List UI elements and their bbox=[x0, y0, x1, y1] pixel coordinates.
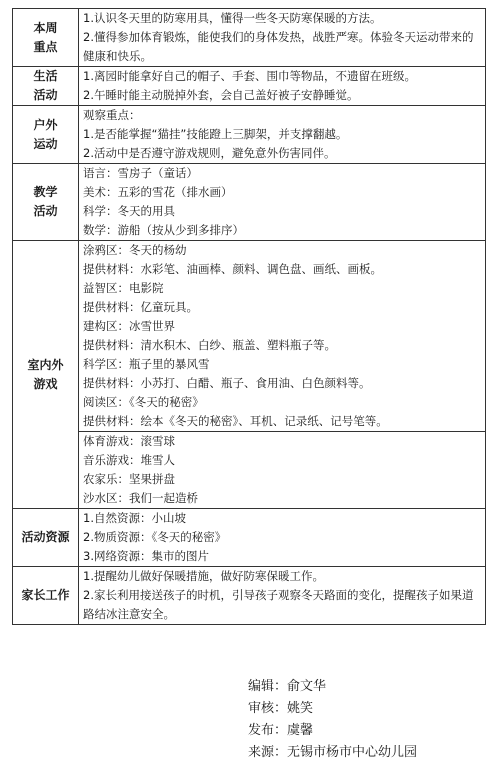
weekly-focus-line: 2.懂得参加体育锻炼，能使我们的身体发热，战胜严寒。体验冬天运动带来的健康和快乐。 bbox=[83, 30, 474, 63]
row-parents bbox=[13, 567, 486, 625]
label-weekly-focus-line2: 重点 bbox=[33, 39, 58, 54]
label-teaching bbox=[13, 164, 79, 241]
outdoor-line: 1.是否能掌握“猫挂”技能蹬上三脚架，并支撑翻越。 bbox=[83, 127, 348, 141]
parents-line: 1.提醒幼儿做好保暖措施，做好防寒保暖工作。 bbox=[83, 569, 324, 583]
label-weekly-focus-line1: 本周 bbox=[33, 20, 58, 35]
row-life-activity bbox=[13, 67, 486, 106]
resources-line: 2.物质资源：《冬天的秘密》 bbox=[83, 530, 227, 544]
content-weekly-focus bbox=[79, 9, 486, 67]
teaching-line: 美术：五彩的雪花（排水画） bbox=[83, 185, 233, 199]
content-parents bbox=[79, 567, 486, 625]
teaching-line: 数学：游船（按从少到多排序） bbox=[83, 223, 244, 237]
label-games bbox=[13, 241, 79, 509]
label-games-line2: 游戏 bbox=[33, 376, 58, 391]
label-teaching-line1: 教学 bbox=[33, 185, 58, 199]
weekly-plan-table bbox=[12, 8, 486, 625]
content-resources bbox=[79, 509, 486, 567]
content-games-outdoor bbox=[79, 432, 486, 509]
editor-credit: 编辑：俞文华 bbox=[248, 679, 327, 694]
life-activity-line: 1.离园时能拿好自己的帽子、手套、围巾等物品，不遗留在班级。 bbox=[83, 69, 416, 83]
outdoor-line: 2.活动中是否遵守游戏规则，避免意外伤害同伴。 bbox=[83, 146, 336, 160]
row-outdoor bbox=[13, 106, 486, 164]
indoor-game-line: 科学区：瓶子里的暴风雪 bbox=[83, 357, 210, 371]
content-life-activity bbox=[79, 67, 486, 106]
outdoor-game-line: 体育游戏：滚雪球 bbox=[83, 434, 175, 448]
label-teaching-line2: 活动 bbox=[33, 204, 58, 218]
label-life-activity-line2: 活动 bbox=[33, 88, 58, 102]
outdoor-game-line: 农家乐：坚果拼盘 bbox=[83, 472, 175, 486]
outdoor-game-line: 音乐游戏：堆雪人 bbox=[83, 453, 175, 467]
row-teaching bbox=[13, 164, 486, 241]
indoor-game-line: 益智区：电影院 bbox=[83, 281, 164, 295]
label-outdoor-line1: 户外 bbox=[33, 117, 58, 132]
parents-line: 2.家长利用接送孩子的时机，引导孩子观察冬天路面的变化，提醒孩子如果道路结冰注意安全。 bbox=[83, 588, 474, 621]
source-credit: 来源：无锡市杨市中心幼儿园 bbox=[248, 745, 418, 760]
resources-line: 1.自然资源：小山坡 bbox=[83, 511, 186, 525]
publisher-credit: 发布：虞馨 bbox=[248, 723, 314, 738]
reviewer-credit: 审核：姚笑 bbox=[248, 701, 314, 716]
label-parents bbox=[13, 567, 79, 625]
row-resources bbox=[13, 509, 486, 567]
label-life-activity-line1: 生活 bbox=[33, 69, 58, 83]
indoor-game-line: 建构区：冰雪世界 bbox=[83, 319, 175, 333]
outdoor-game-line: 沙水区：我们一起造桥 bbox=[83, 491, 198, 505]
label-resources-text: 活动资源 bbox=[21, 530, 70, 544]
row-weekly-focus bbox=[13, 9, 486, 67]
teaching-line: 语言：雪房子（童话） bbox=[83, 166, 198, 180]
indoor-game-line: 涂鸦区：冬天的杨幼 bbox=[83, 243, 187, 257]
label-outdoor-line2: 运动 bbox=[33, 136, 58, 151]
footer-credits bbox=[248, 676, 417, 764]
label-resources bbox=[13, 509, 79, 567]
label-games-line1: 室内外 bbox=[27, 357, 64, 372]
life-activity-line: 2.午睡时能主动脱掉外套，会自己盖好被子安静睡觉。 bbox=[83, 88, 359, 102]
content-outdoor bbox=[79, 106, 486, 164]
indoor-game-line: 阅读区：《冬天的秘密》 bbox=[83, 395, 204, 409]
teaching-line: 科学：冬天的用具 bbox=[83, 204, 175, 218]
label-life-activity bbox=[13, 67, 79, 106]
indoor-game-line: 提供材料：绘本《冬天的秘密》、耳机、记录纸、记号笔等。 bbox=[83, 414, 388, 428]
indoor-game-line: 提供材料：水彩笔、油画棒、颜料、调色盘、画纸、画板。 bbox=[83, 262, 382, 276]
label-weekly-focus bbox=[13, 9, 79, 67]
indoor-game-line: 提供材料：亿童玩具。 bbox=[83, 300, 198, 314]
indoor-game-line: 提供材料：小苏打、白醋、瓶子、食用油、白色颜料等。 bbox=[83, 376, 371, 390]
row-games-outdoor bbox=[13, 432, 486, 509]
indoor-game-line: 提供材料：清水积木、白纱、瓶盖、塑料瓶子等。 bbox=[83, 338, 336, 352]
resources-line: 3.网络资源：集市的图片 bbox=[83, 549, 209, 563]
label-outdoor bbox=[13, 106, 79, 164]
label-parents-text: 家长工作 bbox=[21, 588, 70, 602]
weekly-focus-line: 1.认识冬天里的防寒用具，懂得一些冬天防寒保暖的方法。 bbox=[83, 11, 382, 25]
outdoor-line: 观察重点： bbox=[83, 108, 141, 122]
content-teaching bbox=[79, 164, 486, 241]
content-games-indoor bbox=[79, 241, 486, 432]
row-games-indoor bbox=[13, 241, 486, 432]
